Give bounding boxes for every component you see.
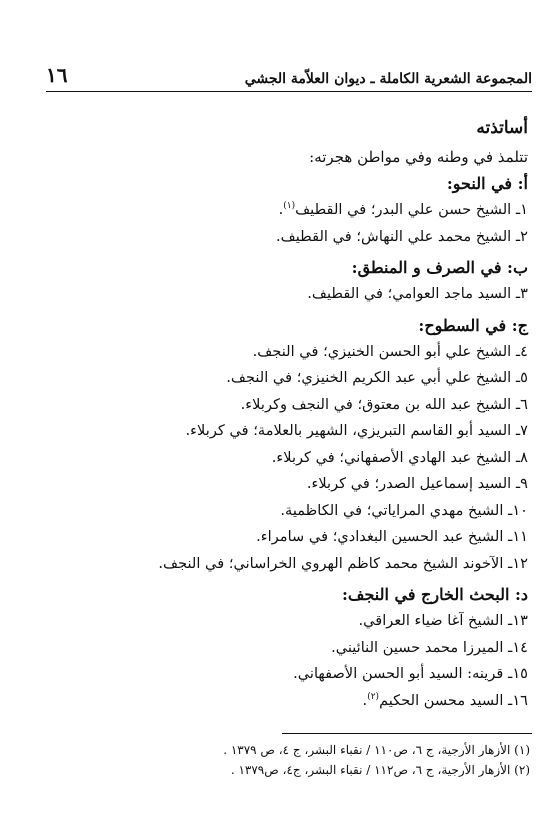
teacher-item: ٤ـ الشيخ علي أبو الحسن الخنيزي؛ في النجف.: [252, 342, 528, 360]
footnote-ref[interactable]: (١): [283, 201, 296, 212]
teacher-item: ٦ـ الشيخ عبد الله بن معتوق؛ في النجف وكربلاء.: [240, 395, 528, 413]
teacher-list: [40, 339, 528, 578]
teachers-group-sutuh: [40, 316, 528, 578]
page-body: [40, 118, 528, 714]
teacher-item: ٢ـ الشيخ محمد علي النهاش؛ في القطيف.: [275, 227, 528, 245]
teacher-item: ١٣ـ الشيخ آغا ضياء العراقي.: [358, 612, 528, 629]
group-title: د: البحث الخارج في النجف:: [341, 585, 528, 604]
teacher-item: ١٤ـ الميرزا محمد حسين النائيني.: [331, 638, 528, 656]
teacher-item: ١٦ـ السيد محسن الحكيم$^{(٢)}$.: [362, 691, 528, 709]
teacher-item: ٥ـ الشيخ علي أبي عبد الكريم الخنيزي؛ في النجف.: [226, 369, 528, 386]
teacher-item: ٧ـ السيد أبو القاسم التبريزي، الشهير بالعلامة؛ في كربلاء.: [185, 422, 528, 439]
teacher-list: [40, 197, 528, 250]
footnotes: [40, 740, 530, 780]
teacher-list: [40, 608, 528, 714]
teachers-group-morphology-logic: [40, 258, 528, 308]
footnote: (١) الأزهار الأرجية، ج ٦، ص١١٠ / نقباء البشر، ج ٤، ص ١٣٧٩ .: [223, 743, 530, 757]
teacher-item: ١٢ـ الآخوند الشيخ محمد كاظم الهروي الخراساني؛ في النجف.: [158, 554, 528, 572]
page-number: ١٦: [46, 63, 68, 87]
group-title: ج: في السطوح:: [418, 315, 528, 335]
group-title: ب: في الصرف و المنطق:: [351, 258, 528, 277]
teacher-item: ١٠ـ الشيخ مهدي المراياتي؛ في الكاظمية.: [280, 501, 528, 519]
teachers-group-bahth-kharij: [40, 585, 528, 714]
running-title: المجموعة الشعرية الكاملة ـ ديوان العلاّمة الجشي: [244, 71, 532, 87]
group-title: أ: في النحو:: [446, 174, 528, 193]
section-title: أساتذته: [476, 118, 528, 138]
page-header: [46, 62, 532, 92]
teacher-item: ١٥ـ قرينه: السيد أبو الحسن الأصفهاني.: [293, 665, 528, 682]
footnote: (٢) الأزهار الأرجية، ج ٦، ص١١٢ / نقباء البشر، ج٤، ص١٣٧٩ .: [230, 763, 530, 777]
teacher-item: ١١ـ الشيخ عبد الحسين البغدادي؛ في سامراء.: [256, 528, 528, 545]
teachers-group-grammar: [40, 174, 528, 250]
section-intro: تتلمذ في وطنه وفي مواطن هجرته:: [309, 148, 528, 166]
teacher-item: ٩ـ السيد إسماعيل الصدر؛ في كربلاء.: [306, 475, 528, 492]
teacher-item: ٣ـ السيد ماجد العوامي؛ في القطيف.: [307, 285, 528, 302]
footnote-ref[interactable]: (٢): [367, 691, 380, 702]
teacher-item: ١ـ الشيخ حسن علي البدر؛ في القطيف$^{(١)}$.: [278, 201, 528, 218]
footnote-divider: [282, 733, 532, 734]
teacher-item: ٨ـ الشيخ عبد الهادي الأصفهاني؛ في كربلاء.: [271, 448, 528, 466]
teacher-list: [40, 281, 528, 308]
